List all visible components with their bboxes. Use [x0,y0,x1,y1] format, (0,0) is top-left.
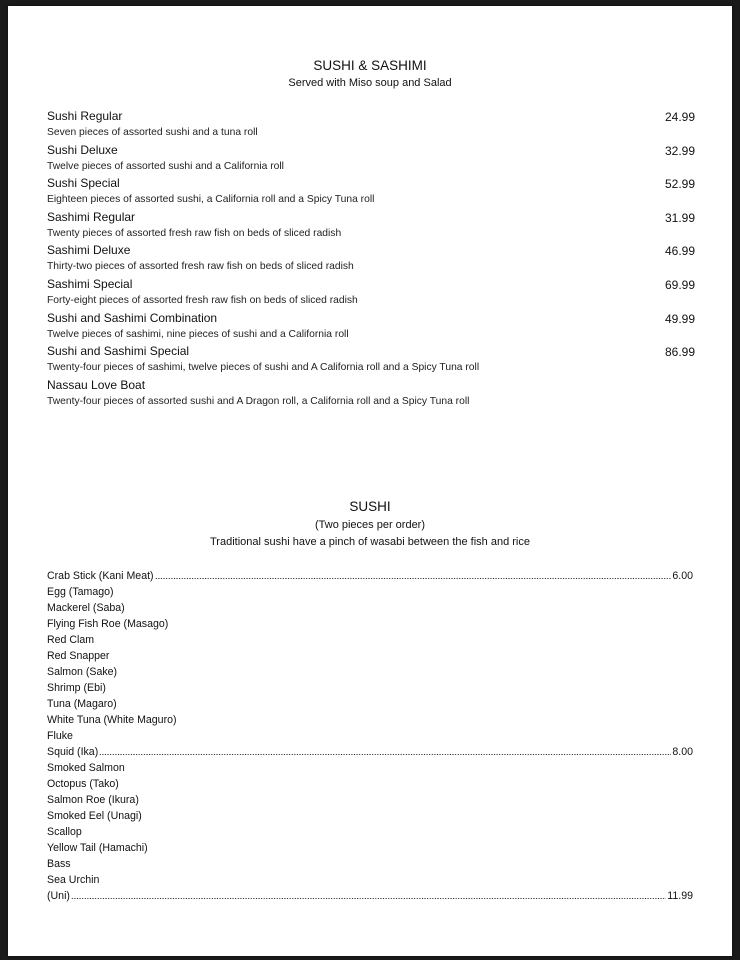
dot-leader [71,897,666,900]
menu-item [47,310,695,344]
sushi-item [47,808,693,824]
sushi-item-name: Sea Urchin [47,874,100,886]
sushi-item-name: Salmon (Sake) [47,666,118,678]
sushi-item [47,664,693,680]
sushi-item [47,744,693,760]
sushi-item-name: Shrimp (Ebi) [47,682,106,694]
menu-item-name: Sushi and Sashimi Special [47,344,190,359]
menu-item-name: Sushi Special [47,176,120,191]
sushi-item [47,840,693,856]
menu-item-name: Sushi Regular [47,109,123,123]
menu-item-description: Thirty-two pieces of assorted fresh raw fish on beds of sliced radish [47,261,354,273]
menu-item-price: 49.99 [664,311,695,326]
sushi-item-price: 11.99 [667,890,693,902]
sushi-subtitle: (Two pieces per order) [314,519,426,531]
sushi-item-name: Yellow Tail (Hamachi) [47,842,148,854]
sushi-item [47,584,693,600]
menu-item [47,377,695,411]
sushi-item-name: Flying Fish Roe (Masago) [47,618,169,630]
dot-leader [155,577,672,580]
sushi-item [47,712,693,728]
sushi-sashimi-list [47,108,695,410]
sushi-item [47,696,693,712]
menu-item-price: 24.99 [664,110,695,124]
menu-item-name: Sushi and Sashimi Combination [47,310,218,325]
menu-item [47,175,695,209]
menu-item-description: Twenty-four pieces of sashimi, twelve pieces of sushi and A California roll and a Spicy Tuna roll [47,362,480,374]
menu-item-price: 52.99 [664,177,695,192]
menu-item-name: Nassau Love Boat [47,377,146,392]
sushi-item-name: Red Snapper [47,650,110,662]
sushi-item-name: Red Clam [47,634,95,646]
sushi-item-name: Egg (Tamago) [47,586,114,598]
sushi-title: SUSHI [349,499,391,514]
sushi-item [47,568,693,584]
sushi-item [47,760,693,776]
sushi-item [47,776,693,792]
menu-item [47,242,695,276]
menu-item [47,209,695,243]
sushi-sashimi-subtitle: Served with Miso soup and Salad [288,77,452,89]
sushi-item [47,632,693,648]
sushi-item-name: Bass [47,858,71,870]
sushi-item-name: Crab Stick (Kani Meat) [47,570,154,582]
menu-item [47,343,695,377]
sushi-item [47,792,693,808]
sushi-list [47,568,693,904]
menu-item-price: 31.99 [664,210,695,225]
menu-item-description: Forty-eight pieces of assorted fresh raw fish on beds of sliced radish [47,294,358,306]
sushi-item-name: Squid (Ika) [47,746,99,758]
sushi-item-name: Scallop [47,826,82,838]
sushi-item [47,872,693,888]
menu-item-name: Sushi Deluxe [47,142,118,157]
sushi-item [47,648,693,664]
sushi-item-price: 8.00 [672,746,693,758]
sushi-item-name: White Tuna (White Maguro) [47,714,177,726]
dot-leader [99,753,671,756]
sushi-item [47,728,693,744]
menu-item-description: Twenty pieces of assorted fresh raw fish on beds of sliced radish [47,227,342,239]
sushi-item [47,824,693,840]
sushi-item-name: Fluke [47,730,73,742]
sushi-item [47,856,693,872]
menu-item-description: Twelve pieces of assorted sushi and a California roll [47,160,284,172]
sushi-item [47,888,693,904]
menu-item-description: Seven pieces of assorted sushi and a tuna roll [47,127,258,138]
sushi-item-name: Tuna (Magaro) [47,698,117,710]
sushi-item-price: 6.00 [672,570,693,582]
sushi-item-name: Octopus (Tako) [47,778,119,790]
sushi-item-name: (Uni) [47,890,70,902]
menu-item-description: Twelve pieces of sashimi, nine pieces of sushi and a California roll [47,328,349,340]
menu-item-price: 46.99 [664,244,695,259]
sushi-note: Traditional sushi have a pinch of wasabi between the fish and rice [209,536,530,548]
sushi-item [47,600,693,616]
menu-item-name: Sashimi Regular [47,209,136,224]
menu-item [47,108,695,142]
menu-item-description: Twenty-four pieces of assorted sushi and A Dragon roll, a California roll and a Spicy Tuna roll [47,395,470,407]
sushi-item-name: Smoked Salmon [47,762,125,774]
menu-item-description: Eighteen pieces of assorted sushi, a California roll and a Spicy Tuna roll [47,194,375,206]
sushi-item-name: Mackerel (Saba) [47,602,125,614]
menu-page [8,6,732,956]
menu-item-price: 69.99 [664,277,695,292]
menu-item-price: 86.99 [664,345,695,360]
menu-item-name: Sashimi Deluxe [47,243,131,258]
menu-item-price: 32.99 [664,143,695,158]
sushi-item [47,616,693,632]
sushi-item-name: Smoked Eel (Unagi) [47,810,142,822]
sushi-item-name: Salmon Roe (Ikura) [47,794,139,806]
menu-item [47,142,695,176]
sushi-sashimi-title: SUSHI & SASHIMI [313,58,427,73]
menu-item-name: Sashimi Special [47,276,133,291]
sushi-item [47,680,693,696]
menu-item [47,276,695,310]
